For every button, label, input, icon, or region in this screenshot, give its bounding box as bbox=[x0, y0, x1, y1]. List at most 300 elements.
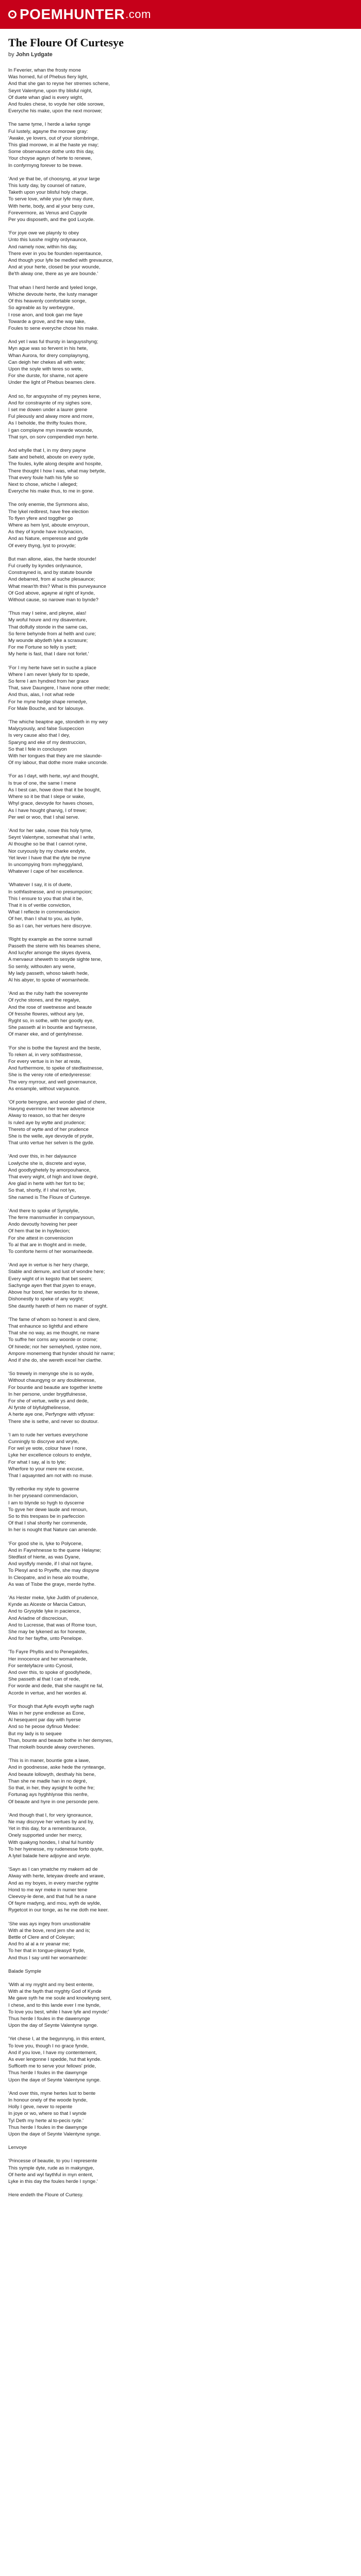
poem-line: Of every thyng, lyst to provyde; bbox=[8, 543, 76, 549]
poem-line: She passeth al in bountie and fayrnesse, bbox=[8, 1025, 97, 1031]
poem-line: The ferre mansmusfier in comparysoun, bbox=[8, 1215, 95, 1221]
poem-line: And for constraynte of my sighes sore, bbox=[8, 400, 92, 406]
poem-line: 'And over this, in her dalyaunce bbox=[8, 1154, 77, 1160]
poem-line: Havyng evermore her trewe advertence bbox=[8, 1106, 94, 1112]
poem-line: The foules, kylle along despite and hospite, bbox=[8, 461, 103, 467]
poem-line: And beaute lollowyth, desthaly his bene, bbox=[8, 1771, 96, 1777]
poem-line: Upon the daye of Seynte Valentyne synge. bbox=[8, 2077, 101, 2083]
poem-line: I am to blynde so hygh to dyscerne bbox=[8, 1500, 85, 1506]
poem-line: Dishonestly to speke of any wyght; bbox=[8, 1296, 84, 1302]
poem-line: Seynt Valentyne, somewhat shal I write, bbox=[8, 835, 95, 841]
poem-line: As ever lengonne I spedde, hut that kynde. bbox=[8, 2057, 102, 2062]
poem-line: There ever in you be founden repentaunce, bbox=[8, 250, 103, 257]
poem-line: In uncompying from myheggyland, bbox=[8, 861, 84, 868]
poem-line: Wherfore to your mere me excuse, bbox=[8, 1466, 84, 1472]
poem-line: Thus herde I foules in the dawnynge bbox=[8, 2124, 88, 2130]
poem-line: What I reflecte in commendacion bbox=[8, 909, 80, 916]
poem-line: As ensample, without varyaunce. bbox=[8, 1086, 80, 1092]
poem-line: With herte, body, and al your besy cure, bbox=[8, 203, 95, 209]
poem-line: And goodlyghetely by amorpouhance, bbox=[8, 1167, 91, 1173]
poem-line: 'For though that Ayfe evoyth wyfte nagh bbox=[8, 1703, 94, 1709]
main-content bbox=[0, 29, 361, 2198]
poem-line: Balade Symple bbox=[8, 1968, 41, 1974]
poem-line: That she no way, as me thought, ne mane bbox=[8, 1330, 100, 1336]
poem-stanza bbox=[8, 773, 353, 820]
poem-line: So to this trespass be in parfeccion bbox=[8, 1513, 85, 1519]
poem-line: Alway with herte, leteyaw dreefe and wrawe, bbox=[8, 1873, 105, 1879]
poem-line: And in Fayrehnesse to the quene Helayne; bbox=[8, 1547, 102, 1553]
poem-line: For she attest in conveniscion bbox=[8, 1235, 73, 1241]
poem-stanza bbox=[8, 393, 353, 440]
poem-line: Nor curyously by my charke endyte, bbox=[8, 848, 87, 854]
poem-line: As I have hought gharvig, I of trewe; bbox=[8, 807, 87, 814]
poem-line: Without cause, so narowe man to bynde? bbox=[8, 597, 99, 603]
poem-line: The only enemie, the Symmons also, bbox=[8, 502, 89, 508]
poem-line: To Plesyl and to Pryeffe, she may dispyne bbox=[8, 1568, 100, 1574]
poem-line: That every foule hath his fylle so bbox=[8, 474, 79, 481]
poem-line: Stable and demure, and lust of wondre here; bbox=[8, 1269, 105, 1275]
poem-line: 'With al my myght and my best entente, bbox=[8, 1981, 94, 1988]
poem-stanza bbox=[8, 2144, 353, 2151]
poem-line: Ful cruelly by kyndes ordynaunce, bbox=[8, 563, 83, 569]
poem-line: Sachynge ayen fhet that joyen to enaye, bbox=[8, 1282, 96, 1289]
poem-stanza bbox=[8, 1703, 353, 1751]
poem-line: So as I can, her vertues here discryve. bbox=[8, 923, 92, 929]
poem-stanza bbox=[8, 1981, 353, 2029]
poem-line: Acorde in vertue, and her wordes al. bbox=[8, 1690, 87, 1696]
poem-line: Bettle of Clere and of Coleyan; bbox=[8, 1934, 75, 1940]
poem-line: 'Whatever I say, it is of duete, bbox=[8, 882, 72, 888]
poem-line: Of herte and wyl faythful in myn entent, bbox=[8, 2172, 93, 2178]
poem-line: Of fayre madyng, and mou, wyth de wylde, bbox=[8, 1901, 102, 1907]
poem-line: 'So trewely in menynge she is so wyde, bbox=[8, 1371, 94, 1377]
poem-line: That unto vertue her selven is the gyde. bbox=[8, 1140, 94, 1146]
poem-line: Lowlyche she is, discrete and wyse, bbox=[8, 1160, 87, 1166]
poem-line: 'And aye in vertue is her hery charge, bbox=[8, 1262, 90, 1268]
poem-line: To suffre her corns any woorde or crome; bbox=[8, 1337, 98, 1343]
poem-line: And thus, alas, I not what rede bbox=[8, 692, 75, 698]
poem-line: Whiche devoute herte, the lusty manager bbox=[8, 291, 98, 297]
poem-line: For bountie and beautie are together knette bbox=[8, 1384, 103, 1391]
poem-line: To reken al, in very sothfastnesse, bbox=[8, 1052, 83, 1058]
poem-line: Above hur bond, her wordes for to shewe, bbox=[8, 1290, 100, 1296]
poem-stanza bbox=[8, 1866, 353, 1913]
poem-line: And Ariadne of discrecioun, bbox=[8, 1615, 68, 1621]
poem-line: Lyke her excellence colours to endyte, bbox=[8, 1452, 92, 1459]
poem-line: As was of Tisbe the graye, merde hythe. bbox=[8, 1581, 96, 1587]
poem-line: To serve love, while your lyfe may dure, bbox=[8, 196, 94, 202]
poem-line: 'And over this, myne hertes lust to bente bbox=[8, 2090, 96, 2096]
poem-line: 'For good she is, lyke to Polycene, bbox=[8, 1540, 83, 1547]
poem-line: And that she gan to reyse her stremes schene, bbox=[8, 81, 110, 87]
poem-line: Is true of one, the same I mene bbox=[8, 780, 76, 786]
poem-line: 'She was ays ingey from unustionable bbox=[8, 1921, 91, 1927]
poem-line: For wel ye wote, colour have I none, bbox=[8, 1446, 87, 1452]
poem-line: 'For I my herte have set in suche a place bbox=[8, 665, 96, 671]
poem-line: To her that in tongue-pleasyd fryde, bbox=[8, 1948, 85, 1954]
poem-line: There thought I how I was, what may betyde, bbox=[8, 468, 106, 474]
poem-line: As they of kynde have inclynacion, bbox=[8, 529, 84, 535]
poem-line: The very myrrour, and well governaunce, bbox=[8, 1079, 97, 1085]
poem-line: This symple dyte, rude as in makyngye, bbox=[8, 2165, 94, 2171]
poem-line: Without chaungyng or any doublenesse, bbox=[8, 1378, 96, 1384]
poem-line: Sate and beheld, aboute on every syde, bbox=[8, 454, 95, 461]
poem-line: For sentelyfacre unto Cynosil, bbox=[8, 1663, 73, 1669]
poem-line: This I ensure to you that shal it be, bbox=[8, 895, 84, 902]
poem-line: Was in her pyne endlesse as Eone, bbox=[8, 1710, 86, 1717]
poem-line: Onely supported under her mercy, bbox=[8, 1833, 83, 1839]
poem-line: That dolfully stonde in the same cas, bbox=[8, 624, 88, 630]
poem-line: 'Awake, ye lovers, out of your slombringe, bbox=[8, 135, 99, 141]
poem-stanza bbox=[8, 284, 353, 332]
poem-line: Of duete whan glad is every wight, bbox=[8, 94, 84, 100]
poem-line: That I aquaynted am not with no muse. bbox=[8, 1472, 93, 1479]
poem-line: A herte aye one, Perfyngre with vtfysse: bbox=[8, 1412, 95, 1418]
poem-line: Every wight of in kegsto that bet seem; bbox=[8, 1276, 93, 1282]
poem-line: Her innocence and her womanhede, bbox=[8, 1656, 88, 1662]
logo-text: POEM bbox=[20, 6, 63, 22]
poem-stanza bbox=[8, 1486, 353, 1533]
poem-stanza bbox=[8, 176, 353, 223]
poem-author[interactable]: John Lydgate bbox=[15, 52, 53, 58]
poem-line: 'And as the ruby hath the sovereynte bbox=[8, 991, 88, 997]
poem-line: A mervaeur sheweth to sesyde sighte tene, bbox=[8, 957, 102, 963]
poem-line: 'And though that I, for very ignoraunce, bbox=[8, 1812, 93, 1818]
poem-line: With al the fayth that myghty God of Kynde bbox=[8, 1989, 102, 1995]
poem-line: Ryght so, in sothe, with her goodly eye, bbox=[8, 1018, 94, 1024]
poem-line: 'Yet chese I, at the begynnyng, in this entent, bbox=[8, 2036, 106, 2042]
poem-line: 'Princesse of beautie, to you I represente bbox=[8, 2158, 97, 2164]
poem-line: Taketh upon your blisful holy charge, bbox=[8, 190, 88, 196]
poem-line: But man allone, alas, the harde stounde! bbox=[8, 556, 96, 562]
poem-line: There she is sethe, and never so doutour. bbox=[8, 1418, 99, 1425]
poem-line: Whatever I cape of her excellence. bbox=[8, 869, 84, 875]
poem-line: For what I say, al is to lyte; bbox=[8, 1459, 66, 1465]
poem-line: Seynt Valentyne, upon thy blisful night, bbox=[8, 88, 93, 94]
poem-line: Tyl Deth my herte al to-pecis ryde.' bbox=[8, 2117, 84, 2124]
site-header bbox=[0, 0, 361, 29]
poem-line: Everyche his make thus, to me in gone. bbox=[8, 488, 94, 495]
poem-line: So ferre I am hyndred from her grace bbox=[8, 679, 89, 685]
poem-line: To gyve her dewe laude and renoun, bbox=[8, 1506, 88, 1513]
poem-line: 'Of porte benygne, and wonder glad of chere, bbox=[8, 1099, 107, 1106]
poem-line: To comforte hermi of her womanheede. bbox=[8, 1249, 94, 1255]
poem-line: That, save Daungere, I have none other mede; bbox=[8, 685, 110, 691]
poem-line: Of hinede; nor her semelyhed, rystee nore, bbox=[8, 1344, 102, 1350]
poem-stanza bbox=[8, 1968, 353, 1975]
poem-title: The Floure Of Curtesye bbox=[8, 36, 124, 49]
poem-line: In joye or wo, where so that I wynde bbox=[8, 2111, 87, 2117]
poem-line: Upon the daye of Seynte Valentyne synge. bbox=[8, 2131, 101, 2138]
poem-line: Ful lustely, agayne the morowe gray: bbox=[8, 128, 88, 134]
poem-line: 'To Fayre Phyllis and to Penegalofes, bbox=[8, 1649, 89, 1655]
poem-line: And thus I say until her womanhede: bbox=[8, 1955, 88, 1961]
poem-line: Passeth the sterre with his beames shene, bbox=[8, 943, 101, 949]
poem-line: For he myne hedge shape remedye, bbox=[8, 699, 88, 705]
poem-line: So that, shortly, if I shal not lye, bbox=[8, 1188, 76, 1194]
poem-stanza bbox=[8, 1649, 353, 1696]
poem-line: And though your lyfe be medled with grevaunce, bbox=[8, 258, 113, 264]
poem-line: 'And there to spoke of Symplylie, bbox=[8, 1208, 80, 1214]
poem-line: Upon the soyle with teres so wete, bbox=[8, 366, 83, 372]
poem-line: Next to chose, whiche I alleged; bbox=[8, 481, 78, 487]
poem-line: And yet I was ful thursty in languysshyng; bbox=[8, 339, 99, 345]
poem-line: She is the welle, aye devoyde of pryde, bbox=[8, 1133, 94, 1140]
poem-line: Malycyously, and false Suspeccion bbox=[8, 726, 84, 732]
poem-stanza bbox=[8, 610, 353, 657]
poem-line: And in goodnesse, aske hede the rynteange, bbox=[8, 1765, 106, 1771]
poem-line: So that, in her, they aysight fe octhe fre; bbox=[8, 1785, 95, 1791]
poem-line: I rose anon, and took gan me faye bbox=[8, 312, 83, 318]
poem-line: Where as hem lyst, aboute envyroun, bbox=[8, 522, 90, 528]
poem-line: Unto this lusshe mighty ordynaunce, bbox=[8, 237, 88, 243]
poem-line: Than she ne madle han in no degré, bbox=[8, 1778, 87, 1784]
poem-line: Forevermore, as Venus and Cupyde bbox=[8, 210, 87, 216]
poemhunter-logo-icon bbox=[8, 10, 17, 19]
poem-line: And if she do, she wereth excel her clarthe. bbox=[8, 1357, 103, 1363]
poem-line: 'By rethorike my style to governe bbox=[8, 1486, 79, 1493]
poem-line: I gan complayne myn inwarde wounde, bbox=[8, 427, 93, 433]
poem-line: That mokelh bounde alway overchenes. bbox=[8, 1744, 95, 1751]
poem-line: Kynde as Alceste or Marcia Catoun, bbox=[8, 1602, 87, 1608]
poem-line: Ne may discryve her vertues by and by, bbox=[8, 1819, 94, 1825]
poem-line: Stedfast of hierte, as was Dyane, bbox=[8, 1554, 80, 1560]
poem-line: And at your herte, closed be your wounde, bbox=[8, 264, 101, 270]
poem-line: Whan Aurora, for drery complaynyng, bbox=[8, 352, 90, 359]
poem-line: The lykel redbrest, have free election bbox=[8, 509, 89, 515]
by-label: by bbox=[8, 52, 14, 58]
poem-line: To love you best, while I have lyfe and mynde:' bbox=[8, 2009, 109, 2015]
poem-stanza bbox=[8, 1208, 353, 1255]
poem-line: Thus herde I foules in the dawenynge bbox=[8, 2015, 90, 2022]
poem-line: My lady passeth, whoso taketh hede, bbox=[8, 970, 89, 976]
poem-line: As I beholde, the thrifty foules thore, bbox=[8, 420, 87, 427]
poem-line: Towarde a grove, and the way take, bbox=[8, 318, 86, 325]
poem-line: She is the verey rote of ertedyreresse: bbox=[8, 1072, 92, 1078]
poem-line: Under the light of Phebus beames clere. bbox=[8, 380, 96, 386]
poem-line: Al hesequent par day with hyerse bbox=[8, 1717, 81, 1723]
poem-line: My woful houre and my disaventure, bbox=[8, 617, 87, 623]
poem-line: In her pryseand commendacion, bbox=[8, 1493, 78, 1499]
poem-line: Of this heavenly comfortable songe, bbox=[8, 298, 87, 304]
poem-line: Than, bounte and beaute bothe in her demynes, bbox=[8, 1737, 113, 1743]
site-logo[interactable] bbox=[8, 6, 151, 23]
poem-line: To love you, though I no grace fynde, bbox=[8, 2043, 89, 2049]
poem-line: For she of vertue, welle ys and dede, bbox=[8, 1398, 89, 1404]
poem-line: Are glad in herte with her fort to be; bbox=[8, 1181, 85, 1187]
poem-line: Of that I shal shortly her commende, bbox=[8, 1520, 88, 1527]
poem-line: In Feverier, whan the frosty mone bbox=[8, 67, 81, 73]
poem-line: And as my boyes, in every marche ryghte bbox=[8, 1880, 99, 1886]
poem-line: 'The whiche beaptne age, stondeth in my wey bbox=[8, 719, 108, 725]
poem-stanza bbox=[8, 1540, 353, 1588]
poem-stanza bbox=[8, 1099, 353, 1146]
logo-domain: .com bbox=[125, 8, 151, 21]
poem-line: Of maner eke, and of gentylnesse. bbox=[8, 1031, 84, 1038]
poem-line: What mean'th this? What is this purveyaunce bbox=[8, 583, 106, 589]
poem-line: Hond to me wyr meke in numer tene bbox=[8, 1887, 88, 1893]
poem-line: As I best can, howe dove that it be bought, bbox=[8, 787, 101, 793]
poem-line: Of hem that be in hyyllecion; bbox=[8, 1228, 70, 1234]
poem-stanza bbox=[8, 719, 353, 766]
poem-line: With al the bove, rend jem she and is; bbox=[8, 1927, 90, 1934]
poem-line: This glad morowe, in al the haste ye may; bbox=[8, 142, 99, 148]
poem-stanza bbox=[8, 1432, 353, 1479]
poem-line: Al fyrste of blyfulgthelinesse, bbox=[8, 1405, 71, 1411]
poem-line: And over this, to spoke of goodlyhede, bbox=[8, 1670, 92, 1676]
poem-line: 'For she is bothe the fayrest and the beste, bbox=[8, 1045, 101, 1051]
poem-stanza bbox=[8, 447, 353, 495]
poem-line: Here endeth the Floure of Curtesy. bbox=[8, 2192, 84, 2198]
poem-line: And the rose of swetnesse and beaute bbox=[8, 1004, 92, 1010]
poem-stanza bbox=[8, 2158, 353, 2185]
poem-line: Of her, than I shal to you, as hyde, bbox=[8, 916, 83, 922]
poem-stanza bbox=[8, 1812, 353, 1859]
poem-line: Cunningly to discryve and wryte, bbox=[8, 1438, 79, 1445]
poem-line: With quakyng hondes, I shal ful humbly bbox=[8, 1839, 94, 1845]
poem-line: Constrayned is, and by statute bounde bbox=[8, 570, 92, 576]
poem-line: 'This is in maner, bountie gote a lawe, bbox=[8, 1758, 90, 1764]
poem-line: Everyche his make, upon the next morowe; bbox=[8, 108, 103, 114]
poem-line: To flyen yfere and toggther go bbox=[8, 515, 73, 521]
poem-line: I set me dowen under a laurer grene bbox=[8, 406, 88, 413]
poem-stanza bbox=[8, 990, 353, 1038]
poem-line: A lytel balade here adjoyne and wryte. bbox=[8, 1853, 91, 1859]
poem-line: And wysflyly mende, if I shal not fayne, bbox=[8, 1561, 93, 1567]
poem-author-line bbox=[8, 52, 353, 58]
poem-line: Ful pleously and alway more and more, bbox=[8, 414, 94, 420]
poem-stanza bbox=[8, 1316, 353, 1364]
poem-line: For she durste, for shame, not apere bbox=[8, 373, 88, 379]
poem-stanza bbox=[8, 1262, 353, 1309]
poem-line: Al thoughe so be that I cannot ryme, bbox=[8, 841, 87, 848]
poem-line: Of beaute and hyre in one personde pere. bbox=[8, 1799, 100, 1805]
poem-line: Of God above, agayne al right of kynde, bbox=[8, 590, 95, 596]
poem-stanza bbox=[8, 665, 353, 712]
poem-line: Fortunag ays hyghhlynse this nenfre, bbox=[8, 1792, 89, 1798]
poem-line: That syn, on sorv compendied myn herte. bbox=[8, 434, 99, 440]
poem-line: Thereto of wytte and of her prudence bbox=[8, 1126, 89, 1132]
poem-line: Is very cause also that I dey, bbox=[8, 733, 70, 739]
poem-stanza bbox=[8, 1757, 353, 1805]
poem-line: Yet in this day, for a remembraunce, bbox=[8, 1826, 87, 1832]
poem-line: Per wel or woo, that I shal serve. bbox=[8, 814, 79, 820]
poem-line: And foules chese, to voyde her olde sorowe, bbox=[8, 101, 105, 108]
poem-line: And to Lucresse, that was of Rome toun, bbox=[8, 1622, 97, 1628]
poem-line: Of fresshe flowres, without any lye, bbox=[8, 1011, 85, 1017]
poem-line: Al his abyer, to spoke of womanhede. bbox=[8, 977, 90, 983]
poem-line: Was horned, ful of Phebus fiery light, bbox=[8, 74, 88, 80]
poem-line: So ferre behynde from al helth and cure; bbox=[8, 631, 96, 637]
poem-line: Ando devoutly hoveing her peer bbox=[8, 1222, 78, 1228]
poem-line: My wounde abydeth lyke a scrasure; bbox=[8, 638, 88, 644]
poem-line: Of my labour, that dothe more make unconde. bbox=[8, 760, 108, 766]
poem-line: Me gave syth he me soule and knowleyng sent, bbox=[8, 1995, 112, 2002]
poem-line: And furthermore, to speke of stedfastnesse, bbox=[8, 1065, 104, 1072]
poem-line: That enhaunce so lightful and ethere bbox=[8, 1323, 88, 1329]
poem-line: With her tongues that they are me slaunde- bbox=[8, 753, 103, 759]
poem-line: And fro al al a nr yeanar me; bbox=[8, 1941, 70, 1947]
poem-stanza bbox=[8, 1153, 353, 1200]
poem-line: Some observaunce dothe unto this day, bbox=[8, 149, 94, 155]
poem-line: I chese, and to this lande ever I me bynde, bbox=[8, 2002, 101, 2008]
poem-line: Be'th alway one, there as ye are bounde.' bbox=[8, 271, 99, 277]
poem-line: She passeth al that I can of rede, bbox=[8, 1676, 80, 1683]
poem-line: She named is The Floure of Curtesye. bbox=[8, 1194, 91, 1200]
poem-line: Holly I geve, never to repente bbox=[8, 2104, 73, 2110]
poem-stanza bbox=[8, 501, 353, 549]
poem-stanza bbox=[8, 1370, 353, 1425]
poem-stanza bbox=[8, 556, 353, 603]
poem-line: The same tyme, I herde a larke synge bbox=[8, 122, 91, 128]
poem-stanza bbox=[8, 2090, 353, 2138]
poem-line: 'For joye owe we playnly to obey bbox=[8, 230, 79, 236]
poem-line: 'As Hester meke, lyke Judith of prudence, bbox=[8, 1595, 99, 1601]
poem-line: To her hyenesse, my rudenesse forto quyte, bbox=[8, 1846, 104, 1852]
poem-line: 'For as I dayt, with herte, wyl and thought, bbox=[8, 773, 99, 779]
poem-line: And so, for anguysshe of my peynes kene, bbox=[8, 393, 101, 399]
poem-line: And if you love, I have my contentement, bbox=[8, 2049, 97, 2056]
poem-line: And debarred, from al suche plesaunce; bbox=[8, 577, 95, 583]
poem-line: This lusty day, by counsel of nature, bbox=[8, 183, 86, 189]
poem-line: For Male Bouche, and for Ialousye. bbox=[8, 705, 85, 711]
poem-line: Ampore monemeng that hynder should hir name; bbox=[8, 1350, 115, 1357]
poem-line: And so he peose dyfinuo Medee: bbox=[8, 1724, 80, 1730]
poem-line: My herte is fast, that I dare not forlet.' bbox=[8, 651, 89, 657]
poem-line: To al that are in thoght and in mede, bbox=[8, 1242, 87, 1248]
poem-stanza bbox=[8, 936, 353, 984]
poem-line: 'I am to rude her vertues everychone bbox=[8, 1432, 88, 1438]
poem-line: Per you disposeth, and the god Lucyde. bbox=[8, 217, 95, 223]
poem-line: 'The fame of whom so honest is and clere, bbox=[8, 1316, 101, 1323]
poem-line: Alway to reason, so that her desyre bbox=[8, 1113, 85, 1119]
poem-line: In Cleopatre, and in hese alo trouthe, bbox=[8, 1574, 89, 1581]
poem-line: For every vertue is in her at reste, bbox=[8, 1059, 82, 1064]
poem-line: For me Fortune so felly is ysett; bbox=[8, 645, 77, 651]
poem-line: Whyl grace, devoyde for haves choses, bbox=[8, 801, 94, 807]
poem-line: In her persone, under brygtfulnesse, bbox=[8, 1391, 87, 1397]
poem-line: 'And ye that be, of choosyng, at your large bbox=[8, 176, 100, 182]
poem-stanza bbox=[8, 2192, 353, 2198]
poem-line: Can deigh her chekes all with wete; bbox=[8, 359, 86, 365]
poem-line: For worde and dede, that she naught ne fal, bbox=[8, 1683, 104, 1689]
poem-stanza bbox=[8, 67, 353, 114]
poem-line: Where so it be that I slepe or wake, bbox=[8, 794, 85, 800]
poem-line: That it is of veritie conviction, bbox=[8, 902, 71, 908]
poem-line: In sothfastnesse, and no presumpcion; bbox=[8, 889, 93, 895]
poem-line: In honour onely of the woode bynde, bbox=[8, 2097, 88, 2104]
poem-line: So agreable as by werbeygne, bbox=[8, 305, 75, 311]
poem-line: And for her fayfhe, unto Penelope. bbox=[8, 1636, 83, 1642]
poem-line: 'Sayn as I can ymatche my makem ad de bbox=[8, 1867, 98, 1873]
poem-line: That every wight, of high and lowe degré, bbox=[8, 1174, 98, 1180]
poem-line: Lyke in this day the foules herde I synge.' bbox=[8, 2179, 98, 2185]
poem-line: Sufficeth me to serve your fellows' pride, bbox=[8, 2063, 96, 2070]
poem-stanza bbox=[8, 1595, 353, 1642]
poem-line: She dauntly hareth of hem no maner of syght. bbox=[8, 1303, 108, 1309]
poem-stanza bbox=[8, 121, 353, 168]
poem-body bbox=[8, 67, 353, 2198]
poem-line: And namely now, within his day, bbox=[8, 244, 77, 250]
poem-line: And as Nature, emperesse and gyde bbox=[8, 536, 88, 542]
poem-line: Sparyng and eke of my destruccion, bbox=[8, 739, 87, 745]
poem-stanza bbox=[8, 2036, 353, 2083]
poem-line: Cleevoy-le dene, and that hull he a nane bbox=[8, 1893, 96, 1900]
poem-stanza bbox=[8, 1045, 353, 1092]
poem-line: That whan I herd herde and lyeled longe, bbox=[8, 284, 97, 291]
poem-line: So semly, withouten any wene, bbox=[8, 963, 76, 970]
poem-stanza bbox=[8, 1921, 353, 1961]
